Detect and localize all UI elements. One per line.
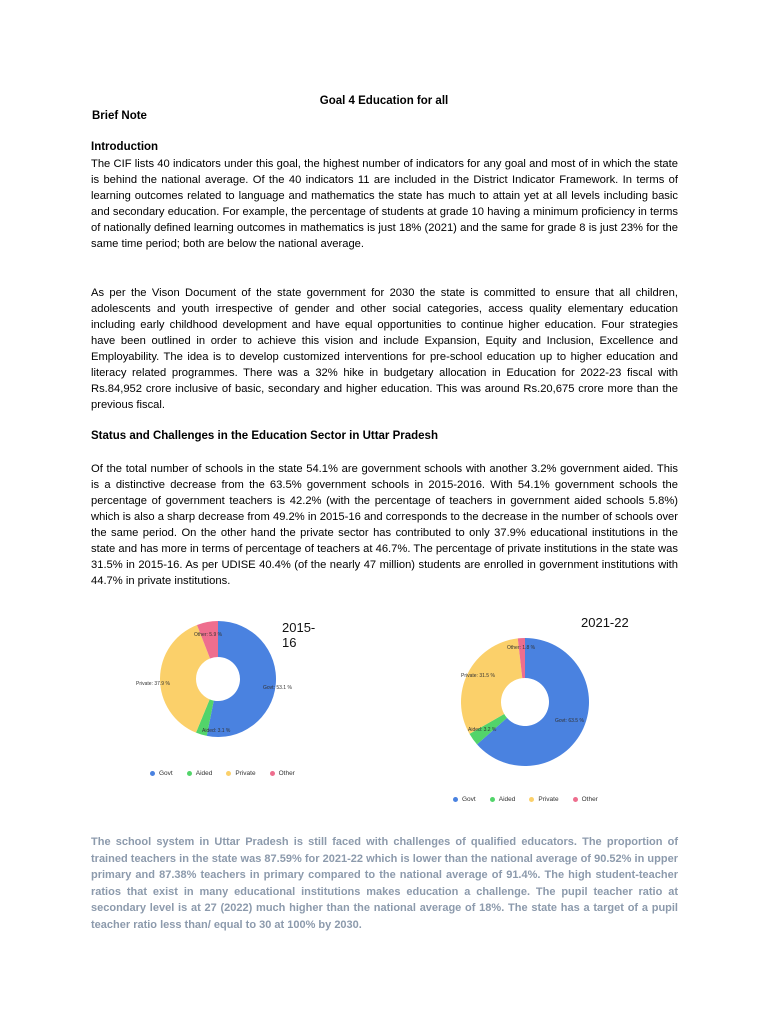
legend-label: Aided (498, 796, 516, 803)
chart-title-2021-22: 2021-22 (581, 615, 629, 630)
brief-note-heading: Brief Note (92, 110, 147, 122)
legend-label: Govt (462, 796, 476, 803)
chart-2015-16 (106, 602, 316, 788)
legend-item-aided (490, 796, 516, 803)
donut-chart-2021-22 (421, 610, 639, 782)
slice-private (160, 625, 210, 733)
introduction-paragraph-1: The CIF lists 40 indicators under this goal, the highest number of indicators for any goal and most of in which the state is behind the national average. Of the 40 indicators 11 are included in the District Indicator Framework. In terms of learning outcomes related to language and mathematics the state has much to attain yet at all levels including basic and secondary education. For example, the percentage of students at grade 10 having a minimum proficiency in terms of nationally defined learning outcomes in mathematics is just 18% (2021) and the same for grade 8 is just 23% for the same time period; both are below the national average. (91, 158, 678, 250)
legend-swatch (187, 771, 192, 776)
legend-item-govt (150, 770, 173, 777)
legend-swatch (453, 797, 458, 802)
status-paragraph: Of the total number of schools in the state 54.1% are government schools with another 3.2% government aided. This is a distinctive decrease from the 63.5% government schools in 2015-2016. With 54.1% government schools the percentage of government teachers is 42.2% (with the percentage of teachers in government aided schools 5.8%) which is also a sharp decrease from 49.2% in 2015-16 and corresponds to the decrease in the number of schools over the same period. On the other hand the private sector has contributed to only 37.9% educational institutions in the state and has more in terms of percentage of teachers at 46.7%. The percentage of private institutions in the state was 31.5% in 2015-16. As per UDISE 40.4% (of the nearly 47 million) students are enrolled in government institutions with 44.7% in private institutions. (91, 463, 678, 587)
legend-label: Private (538, 796, 559, 803)
data-label-aided: Aided: 3.1 % (202, 728, 231, 734)
legend-item-govt (453, 796, 476, 803)
legend-label: Other (278, 770, 295, 777)
legend-item-aided (187, 770, 213, 777)
data-label-govt: Govt: 63.5 % (555, 718, 584, 724)
document-title: Goal 4 Education for all (319, 95, 449, 107)
legend-swatch (270, 771, 275, 776)
data-label-private: Private: 31.5 % (461, 673, 495, 679)
data-label-private: Private: 37.9 % (136, 681, 170, 687)
data-label-govt: Govt: 53.1 % (263, 685, 292, 691)
legend-swatch (490, 797, 495, 802)
donut-chart-2015-16 (106, 602, 306, 762)
legend-swatch (226, 771, 231, 776)
legend-item-private (529, 796, 558, 803)
chart-title-2015-16: 2015-16 (282, 620, 316, 650)
closing-paragraph: The school system in Uttar Pradesh is still faced with challenges of qualified educators. The proportion of trained teachers in the state was 87.59% for 2021-22 which is lower than the national average of 90.52% in upper primary and 87.38% teachers in primary compared to the national average of 91.4%. The high student-teacher ratios that exist in many educational institutions makes education a challenge. The pupil teacher ratio at secondary level is at 27 (2022) much higher than the national average of 18%. The state has a target of a pupil teacher ratio less than/ equal to 30 at 100% by 2030. (91, 836, 678, 931)
legend-item-other (573, 796, 598, 803)
chart-2021-22 (421, 610, 639, 810)
legend-item-private (226, 770, 255, 777)
introduction-heading: Introduction (91, 141, 159, 153)
legend-item-other (270, 770, 295, 777)
legend-label: Govt (159, 770, 173, 777)
legend-swatch (150, 771, 155, 776)
status-heading: Status and Challenges in the Education Sector in Uttar Pradesh (91, 430, 438, 442)
legend-2015-16 (150, 770, 295, 777)
legend-label: Aided (195, 770, 213, 777)
legend-swatch (529, 797, 534, 802)
legend-2021-22 (453, 796, 598, 803)
data-label-other: Other: 5.9 % (194, 632, 223, 638)
slice-private (461, 638, 522, 733)
legend-label: Private (235, 770, 256, 777)
data-label-other: Other: 1.8 % (507, 645, 536, 651)
legend-label: Other (581, 796, 598, 803)
data-label-aided: Aided: 3.2 % (468, 727, 497, 733)
legend-swatch (573, 797, 578, 802)
introduction-paragraph-2: As per the Vison Document of the state government for 2030 the state is committed to ensure that all children, adolescents and youth irrespective of gender and other social categories, access quality elementary education including early childhood development and have equal opportunities to continue higher education. Four strategies have been outlined in order to achieve this vision and include Expansion, Equity and Inclusion, Excellence and Employability. The idea is to develop customized interventions for pre-school education up to higher education and literacy related programmes. There was a 32% hike in budgetary allocation in Education for 2022-23 fiscal with Rs.84,952 crore inclusive of basic, secondary and higher education. This was around Rs.20,675 crore more than the previous fiscal. (91, 287, 678, 411)
